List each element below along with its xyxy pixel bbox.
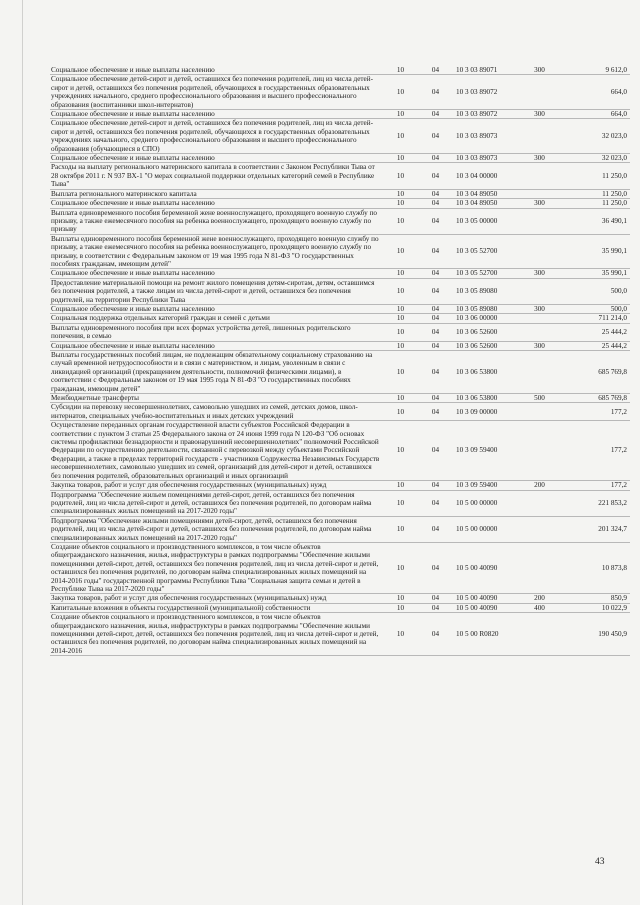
row-target-article-cell: 10 3 06 53800 bbox=[450, 351, 518, 394]
row-target-article-cell: 10 3 06 00000 bbox=[450, 314, 518, 323]
row-section-cell: 10 bbox=[380, 208, 420, 234]
row-subsection-cell: 04 bbox=[420, 481, 450, 490]
row-target-article-cell: 10 3 05 89080 bbox=[450, 278, 518, 304]
row-subsection-cell: 04 bbox=[420, 613, 450, 656]
row-subsection-cell: 04 bbox=[420, 269, 450, 278]
row-subsection-cell: 04 bbox=[420, 403, 450, 421]
row-amount-cell: 685 769,8 bbox=[560, 394, 630, 403]
table-row bbox=[50, 234, 630, 269]
row-section-cell: 10 bbox=[380, 234, 420, 269]
table-row bbox=[50, 208, 630, 234]
table-row bbox=[50, 75, 630, 110]
row-target-article-cell: 10 5 00 00000 bbox=[450, 490, 518, 516]
table-row bbox=[50, 421, 630, 481]
row-section-cell: 10 bbox=[380, 594, 420, 603]
row-target-article-cell: 10 3 05 52700 bbox=[450, 234, 518, 269]
row-target-article-cell: 10 5 00 40090 bbox=[450, 542, 518, 593]
table-row bbox=[50, 199, 630, 208]
row-amount-cell: 177,2 bbox=[560, 403, 630, 421]
row-subsection-cell: 04 bbox=[420, 189, 450, 198]
row-target-article-cell: 10 3 06 52600 bbox=[450, 341, 518, 350]
row-amount-cell: 35 990,1 bbox=[560, 269, 630, 278]
table-row bbox=[50, 403, 630, 421]
row-section-cell: 10 bbox=[380, 490, 420, 516]
row-name-cell: Социальное обеспечение и иные выплаты населению bbox=[50, 269, 380, 278]
row-subsection-cell: 04 bbox=[420, 394, 450, 403]
row-name-cell: Социальное обеспечение и иные выплаты населению bbox=[50, 199, 380, 208]
row-subsection-cell: 04 bbox=[420, 351, 450, 394]
row-amount-cell: 664,0 bbox=[560, 110, 630, 119]
row-subsection-cell: 04 bbox=[420, 154, 450, 163]
table-row bbox=[50, 110, 630, 119]
row-subsection-cell: 04 bbox=[420, 421, 450, 481]
row-expense-type-cell bbox=[518, 278, 560, 304]
row-expense-type-cell bbox=[518, 75, 560, 110]
row-name-cell: Подпрограмма "Обеспечение жильем помещениями детей-сирот, детей, оставшихся без попечения родителей, лиц из числа детей-сирот и детей, оставшихся без попечения родителей, по договорам найма специализированных жилых помещений на 2017-2020 годы" bbox=[50, 490, 380, 516]
row-name-cell: Выплаты единовременного пособия при всех формах устройства детей, лишенных родительского попечения, в семью bbox=[50, 323, 380, 341]
row-subsection-cell: 04 bbox=[420, 110, 450, 119]
row-target-article-cell: 10 3 09 59400 bbox=[450, 421, 518, 481]
table-row bbox=[50, 163, 630, 189]
row-amount-cell: 711 214,0 bbox=[560, 314, 630, 323]
row-expense-type-cell bbox=[518, 403, 560, 421]
budget-table bbox=[50, 66, 630, 656]
row-name-cell: Субсидии на перевозку несовершеннолетних, самовольно ушедших из семей, детских домов, школ-интернатов, специальных учебно-воспитательных и иных детских учреждений bbox=[50, 403, 380, 421]
row-section-cell: 10 bbox=[380, 75, 420, 110]
row-section-cell: 10 bbox=[380, 66, 420, 75]
row-section-cell: 10 bbox=[380, 403, 420, 421]
row-amount-cell: 190 450,9 bbox=[560, 613, 630, 656]
row-subsection-cell: 04 bbox=[420, 278, 450, 304]
row-subsection-cell: 04 bbox=[420, 66, 450, 75]
row-target-article-cell: 10 3 06 53800 bbox=[450, 394, 518, 403]
row-amount-cell: 11 250,0 bbox=[560, 163, 630, 189]
table-row bbox=[50, 613, 630, 656]
budget-table-body bbox=[50, 66, 630, 656]
row-name-cell: Закупка товаров, работ и услуг для обеспечения государственных (муниципальных) нужд bbox=[50, 594, 380, 603]
row-subsection-cell: 04 bbox=[420, 516, 450, 542]
row-section-cell: 10 bbox=[380, 351, 420, 394]
row-target-article-cell: 10 5 00 40090 bbox=[450, 603, 518, 612]
row-section-cell: 10 bbox=[380, 119, 420, 154]
row-target-article-cell: 10 3 05 89080 bbox=[450, 304, 518, 313]
row-name-cell: Расходы на выплату регионального материнского капитала в соответствии с Законом Республики Тыва от 28 октября 2011 г. N 937 ВХ-1 "О мерах социальной поддержки отдельных категорий семей в Республике Тыва" bbox=[50, 163, 380, 189]
row-amount-cell: 201 324,7 bbox=[560, 516, 630, 542]
row-subsection-cell: 04 bbox=[420, 341, 450, 350]
row-expense-type-cell bbox=[518, 490, 560, 516]
row-expense-type-cell bbox=[518, 234, 560, 269]
scan-edge-line bbox=[22, 0, 23, 905]
row-amount-cell: 32 023,0 bbox=[560, 154, 630, 163]
table-row bbox=[50, 516, 630, 542]
row-section-cell: 10 bbox=[380, 603, 420, 612]
row-name-cell: Выплаты государственных пособий лицам, не подлежащим обязательному социальному страхованию на случай временной нетрудоспособности и в связи с материнством, и лицам, уволенным в связи с ликвидацией организаций (прекращением деятельности, полномочий физическими лицами), в соответствии с Федеральным законом от 19 мая 1995 года N 81-ФЗ "О государственных пособиях гражданам, имеющим детей" bbox=[50, 351, 380, 394]
row-expense-type-cell: 200 bbox=[518, 594, 560, 603]
row-name-cell: Осуществление переданных органам государственной власти субъектов Российской Федерации в соответствии с пунктом 3 статьи 25 Федерального закона от 24 июня 1999 года N 120-ФЗ "Об основах системы профилактики безнадзорности и правонарушений несовершеннолетних" полномочий Российской Федерации по осуществлению деятельности, связанной с перевозкой между субъектами Российской Федерации, а также в пределах территорий государств - участников Содружества Независимых Государств несовершеннолетних, самовольно ушедших из семей, организаций для детей-сирот и детей, оставшихся без попечения родителей, образовательных организаций и иных организаций bbox=[51, 421, 380, 480]
row-subsection-cell: 04 bbox=[420, 234, 450, 269]
row-section-cell: 10 bbox=[380, 304, 420, 313]
table-row bbox=[50, 594, 630, 603]
row-expense-type-cell: 200 bbox=[518, 481, 560, 490]
row-target-article-cell: 10 3 05 00000 bbox=[450, 208, 518, 234]
row-subsection-cell: 04 bbox=[420, 490, 450, 516]
row-subsection-cell: 04 bbox=[420, 594, 450, 603]
table-row bbox=[50, 154, 630, 163]
table-row bbox=[50, 304, 630, 313]
row-name-cell: Социальное обеспечение и иные выплаты населению bbox=[50, 304, 380, 313]
row-section-cell: 10 bbox=[380, 516, 420, 542]
row-expense-type-cell bbox=[518, 542, 560, 593]
row-expense-type-cell: 300 bbox=[518, 199, 560, 208]
row-name-cell: Социальное обеспечение и иные выплаты населению bbox=[50, 341, 380, 350]
row-subsection-cell: 04 bbox=[420, 163, 450, 189]
table-row bbox=[50, 119, 630, 154]
row-target-article-cell: 10 5 00 40090 bbox=[450, 594, 518, 603]
row-amount-cell: 177,2 bbox=[560, 481, 630, 490]
table-row bbox=[50, 351, 630, 394]
row-amount-cell: 32 023,0 bbox=[560, 119, 630, 154]
row-name-cell: Создание объектов социального и производственного комплексов, в том числе объектов общегражданского назначения, жилья, инфраструктуры в рамках подпрограммы "Обеспечение жилыми помещениями детей-сирот, детей, оставшихся без попечения родителей, лиц из числа детей-сирот и детей, оставшихся без попечения родителей, по договорам найма специализированных жилых помещений на 2014-2016 bbox=[51, 613, 379, 655]
row-target-article-cell: 10 3 03 89073 bbox=[450, 154, 518, 163]
row-target-article-cell: 10 3 03 89072 bbox=[450, 75, 518, 110]
row-expense-type-cell bbox=[518, 351, 560, 394]
row-target-article-cell: 10 5 00 R0820 bbox=[450, 613, 518, 656]
row-amount-cell: 35 990,1 bbox=[560, 234, 630, 269]
table-row bbox=[50, 394, 630, 403]
row-section-cell: 10 bbox=[380, 314, 420, 323]
row-section-cell: 10 bbox=[380, 323, 420, 341]
row-expense-type-cell: 300 bbox=[518, 304, 560, 313]
row-target-article-cell: 10 3 03 89072 bbox=[450, 110, 518, 119]
row-expense-type-cell: 300 bbox=[518, 341, 560, 350]
table-row bbox=[50, 603, 630, 612]
row-section-cell: 10 bbox=[380, 481, 420, 490]
row-expense-type-cell: 300 bbox=[518, 110, 560, 119]
row-amount-cell: 36 490,1 bbox=[560, 208, 630, 234]
row-name-cell: Выплата единовременного пособия беременной жене военнослужащего, проходящего военную службу по призыву, а также ежемесячного пособия на ребенка военнослужащего, проходящего военную службу по призыву bbox=[50, 208, 380, 234]
row-name-cell: Создание объектов социального и производственного комплексов, в том числе объектов общегражданского назначения, жилья, инфраструктуры в рамках подпрограммы "Обеспечение жилыми помещениями детей-сирот, детей, оставшихся без попечения родителей, лиц из числа детей-сирот и детей, оставшихся без попечения родителей, по договорам найма специализированных жилых помещений на 2014-2016 годы" государственной программы Республики Тыва "Социальная защита семьи и детей в Республике Тыва на 2017-2020 годы" bbox=[51, 542, 379, 593]
row-subsection-cell: 04 bbox=[420, 199, 450, 208]
row-amount-cell: 25 444,2 bbox=[560, 341, 630, 350]
row-name-cell: Выплаты единовременного пособия беременной жене военнослужащего, проходящего военную службу по призыву, а также ежемесячного пособия на ребенка военнослужащего, проходящего военную службу по призыву, в соответствии с Федеральным законом от 19 мая 1995 года N 81-ФЗ "О государственных пособиях гражданам, имеющим детей" bbox=[51, 234, 379, 268]
row-name-cell: Капитальные вложения в объекты государственной (муниципальной) собственности bbox=[50, 603, 380, 612]
row-amount-cell: 10 873,8 bbox=[560, 542, 630, 593]
row-expense-type-cell: 400 bbox=[518, 603, 560, 612]
row-name-cell: Выплата регионального материнского капитала bbox=[50, 189, 380, 198]
row-expense-type-cell: 500 bbox=[518, 394, 560, 403]
table-row bbox=[50, 189, 630, 198]
table-row bbox=[50, 490, 630, 516]
row-section-cell: 10 bbox=[380, 163, 420, 189]
row-name-cell: Социальное обеспечение и иные выплаты населению bbox=[50, 66, 380, 75]
row-target-article-cell: 10 3 05 52700 bbox=[450, 269, 518, 278]
row-section-cell: 10 bbox=[380, 542, 420, 593]
row-expense-type-cell bbox=[518, 189, 560, 198]
row-expense-type-cell bbox=[518, 421, 560, 481]
table-row bbox=[50, 323, 630, 341]
row-section-cell: 10 bbox=[380, 189, 420, 198]
row-expense-type-cell: 300 bbox=[518, 154, 560, 163]
row-expense-type-cell: 300 bbox=[518, 269, 560, 278]
row-amount-cell: 11 250,0 bbox=[560, 189, 630, 198]
row-amount-cell: 10 022,9 bbox=[560, 603, 630, 612]
row-name-cell: Социальное обеспечение детей-сирот и детей, оставшихся без попечения родителей, лиц из числа детей-сирот и детей, оставшихся без попечения родителей, обучающихся в государственных образовательных учреждениях начального, среднего профессионального образования и высшего профессионального образования (обучающиеся в СПО) bbox=[50, 119, 380, 154]
page-number: 43 bbox=[595, 857, 605, 867]
row-amount-cell: 9 612,0 bbox=[560, 66, 630, 75]
row-amount-cell: 664,0 bbox=[560, 75, 630, 110]
table-row bbox=[50, 66, 630, 75]
table-row bbox=[50, 542, 630, 593]
row-section-cell: 10 bbox=[380, 269, 420, 278]
row-target-article-cell: 10 3 03 89073 bbox=[450, 119, 518, 154]
row-target-article-cell: 10 3 09 59400 bbox=[450, 481, 518, 490]
table-row bbox=[50, 269, 630, 278]
row-expense-type-cell: 300 bbox=[518, 66, 560, 75]
row-name-cell: Социальное обеспечение и иные выплаты населению bbox=[50, 154, 380, 163]
row-section-cell: 10 bbox=[380, 394, 420, 403]
row-section-cell: 10 bbox=[380, 341, 420, 350]
row-section-cell: 10 bbox=[380, 110, 420, 119]
row-subsection-cell: 04 bbox=[420, 208, 450, 234]
row-target-article-cell: 10 3 04 00000 bbox=[450, 163, 518, 189]
row-target-article-cell: 10 3 06 52600 bbox=[450, 323, 518, 341]
row-amount-cell: 685 769,8 bbox=[560, 351, 630, 394]
row-subsection-cell: 04 bbox=[420, 75, 450, 110]
row-target-article-cell: 10 3 09 00000 bbox=[450, 403, 518, 421]
row-name-cell: Межбюджетные трансферты bbox=[50, 394, 380, 403]
row-target-article-cell: 10 3 03 89071 bbox=[450, 66, 518, 75]
table-row bbox=[50, 278, 630, 304]
row-expense-type-cell bbox=[518, 314, 560, 323]
row-name-cell: Предоставление материальной помощи на ремонт жилого помещения детям-сиротам, детям, оставшимся без попечения родителей, а также лицам из числа детей-сирот и детей, оставшихся без попечения родителей, на территории Республики Тыва bbox=[50, 278, 380, 304]
row-amount-cell: 11 250,0 bbox=[560, 199, 630, 208]
row-subsection-cell: 04 bbox=[420, 314, 450, 323]
row-subsection-cell: 04 bbox=[420, 603, 450, 612]
row-target-article-cell: 10 3 04 89050 bbox=[450, 199, 518, 208]
row-target-article-cell: 10 3 04 89050 bbox=[450, 189, 518, 198]
row-amount-cell: 177,2 bbox=[560, 421, 630, 481]
row-expense-type-cell bbox=[518, 613, 560, 656]
row-section-cell: 10 bbox=[380, 154, 420, 163]
row-section-cell: 10 bbox=[380, 199, 420, 208]
row-expense-type-cell bbox=[518, 208, 560, 234]
row-target-article-cell: 10 5 00 00000 bbox=[450, 516, 518, 542]
row-subsection-cell: 04 bbox=[420, 119, 450, 154]
row-name-cell: Подпрограмма "Обеспечение жилыми помещениями детей-сирот, детей, оставшихся без попечения родителей, лиц из числа детей-сирот и детей, оставшихся без попечения родителей, по договорам найма специализированных жилых помещений на 2017-2020 годы" bbox=[50, 516, 380, 542]
row-subsection-cell: 04 bbox=[420, 542, 450, 593]
row-name-cell: Социальное обеспечение детей-сирот и детей, оставшихся без попечения родителей, лиц из числа детей-сирот и детей, оставшихся без попечения родителей, обучающихся в государственных образовательных учреждениях начального, среднего профессионального образования и высшего профессионального образования (воспитанники школ-интернатов) bbox=[50, 75, 380, 110]
row-section-cell: 10 bbox=[380, 278, 420, 304]
row-name-cell: Социальное обеспечение и иные выплаты населению bbox=[50, 110, 380, 119]
row-section-cell: 10 bbox=[380, 421, 420, 481]
row-expense-type-cell bbox=[518, 119, 560, 154]
row-amount-cell: 850,9 bbox=[560, 594, 630, 603]
row-subsection-cell: 04 bbox=[420, 304, 450, 313]
row-amount-cell: 500,0 bbox=[560, 304, 630, 313]
row-section-cell: 10 bbox=[380, 613, 420, 656]
row-expense-type-cell bbox=[518, 163, 560, 189]
table-row bbox=[50, 481, 630, 490]
row-name-cell: Социальная поддержка отдельных категорий граждан и семей с детьми bbox=[50, 314, 380, 323]
row-amount-cell: 221 853,2 bbox=[560, 490, 630, 516]
table-row bbox=[50, 341, 630, 350]
table-row bbox=[50, 314, 630, 323]
row-amount-cell: 500,0 bbox=[560, 278, 630, 304]
row-name-cell: Закупка товаров, работ и услуг для обеспечения государственных (муниципальных) нужд bbox=[50, 481, 380, 490]
row-subsection-cell: 04 bbox=[420, 323, 450, 341]
row-expense-type-cell bbox=[518, 323, 560, 341]
row-amount-cell: 25 444,2 bbox=[560, 323, 630, 341]
row-expense-type-cell bbox=[518, 516, 560, 542]
